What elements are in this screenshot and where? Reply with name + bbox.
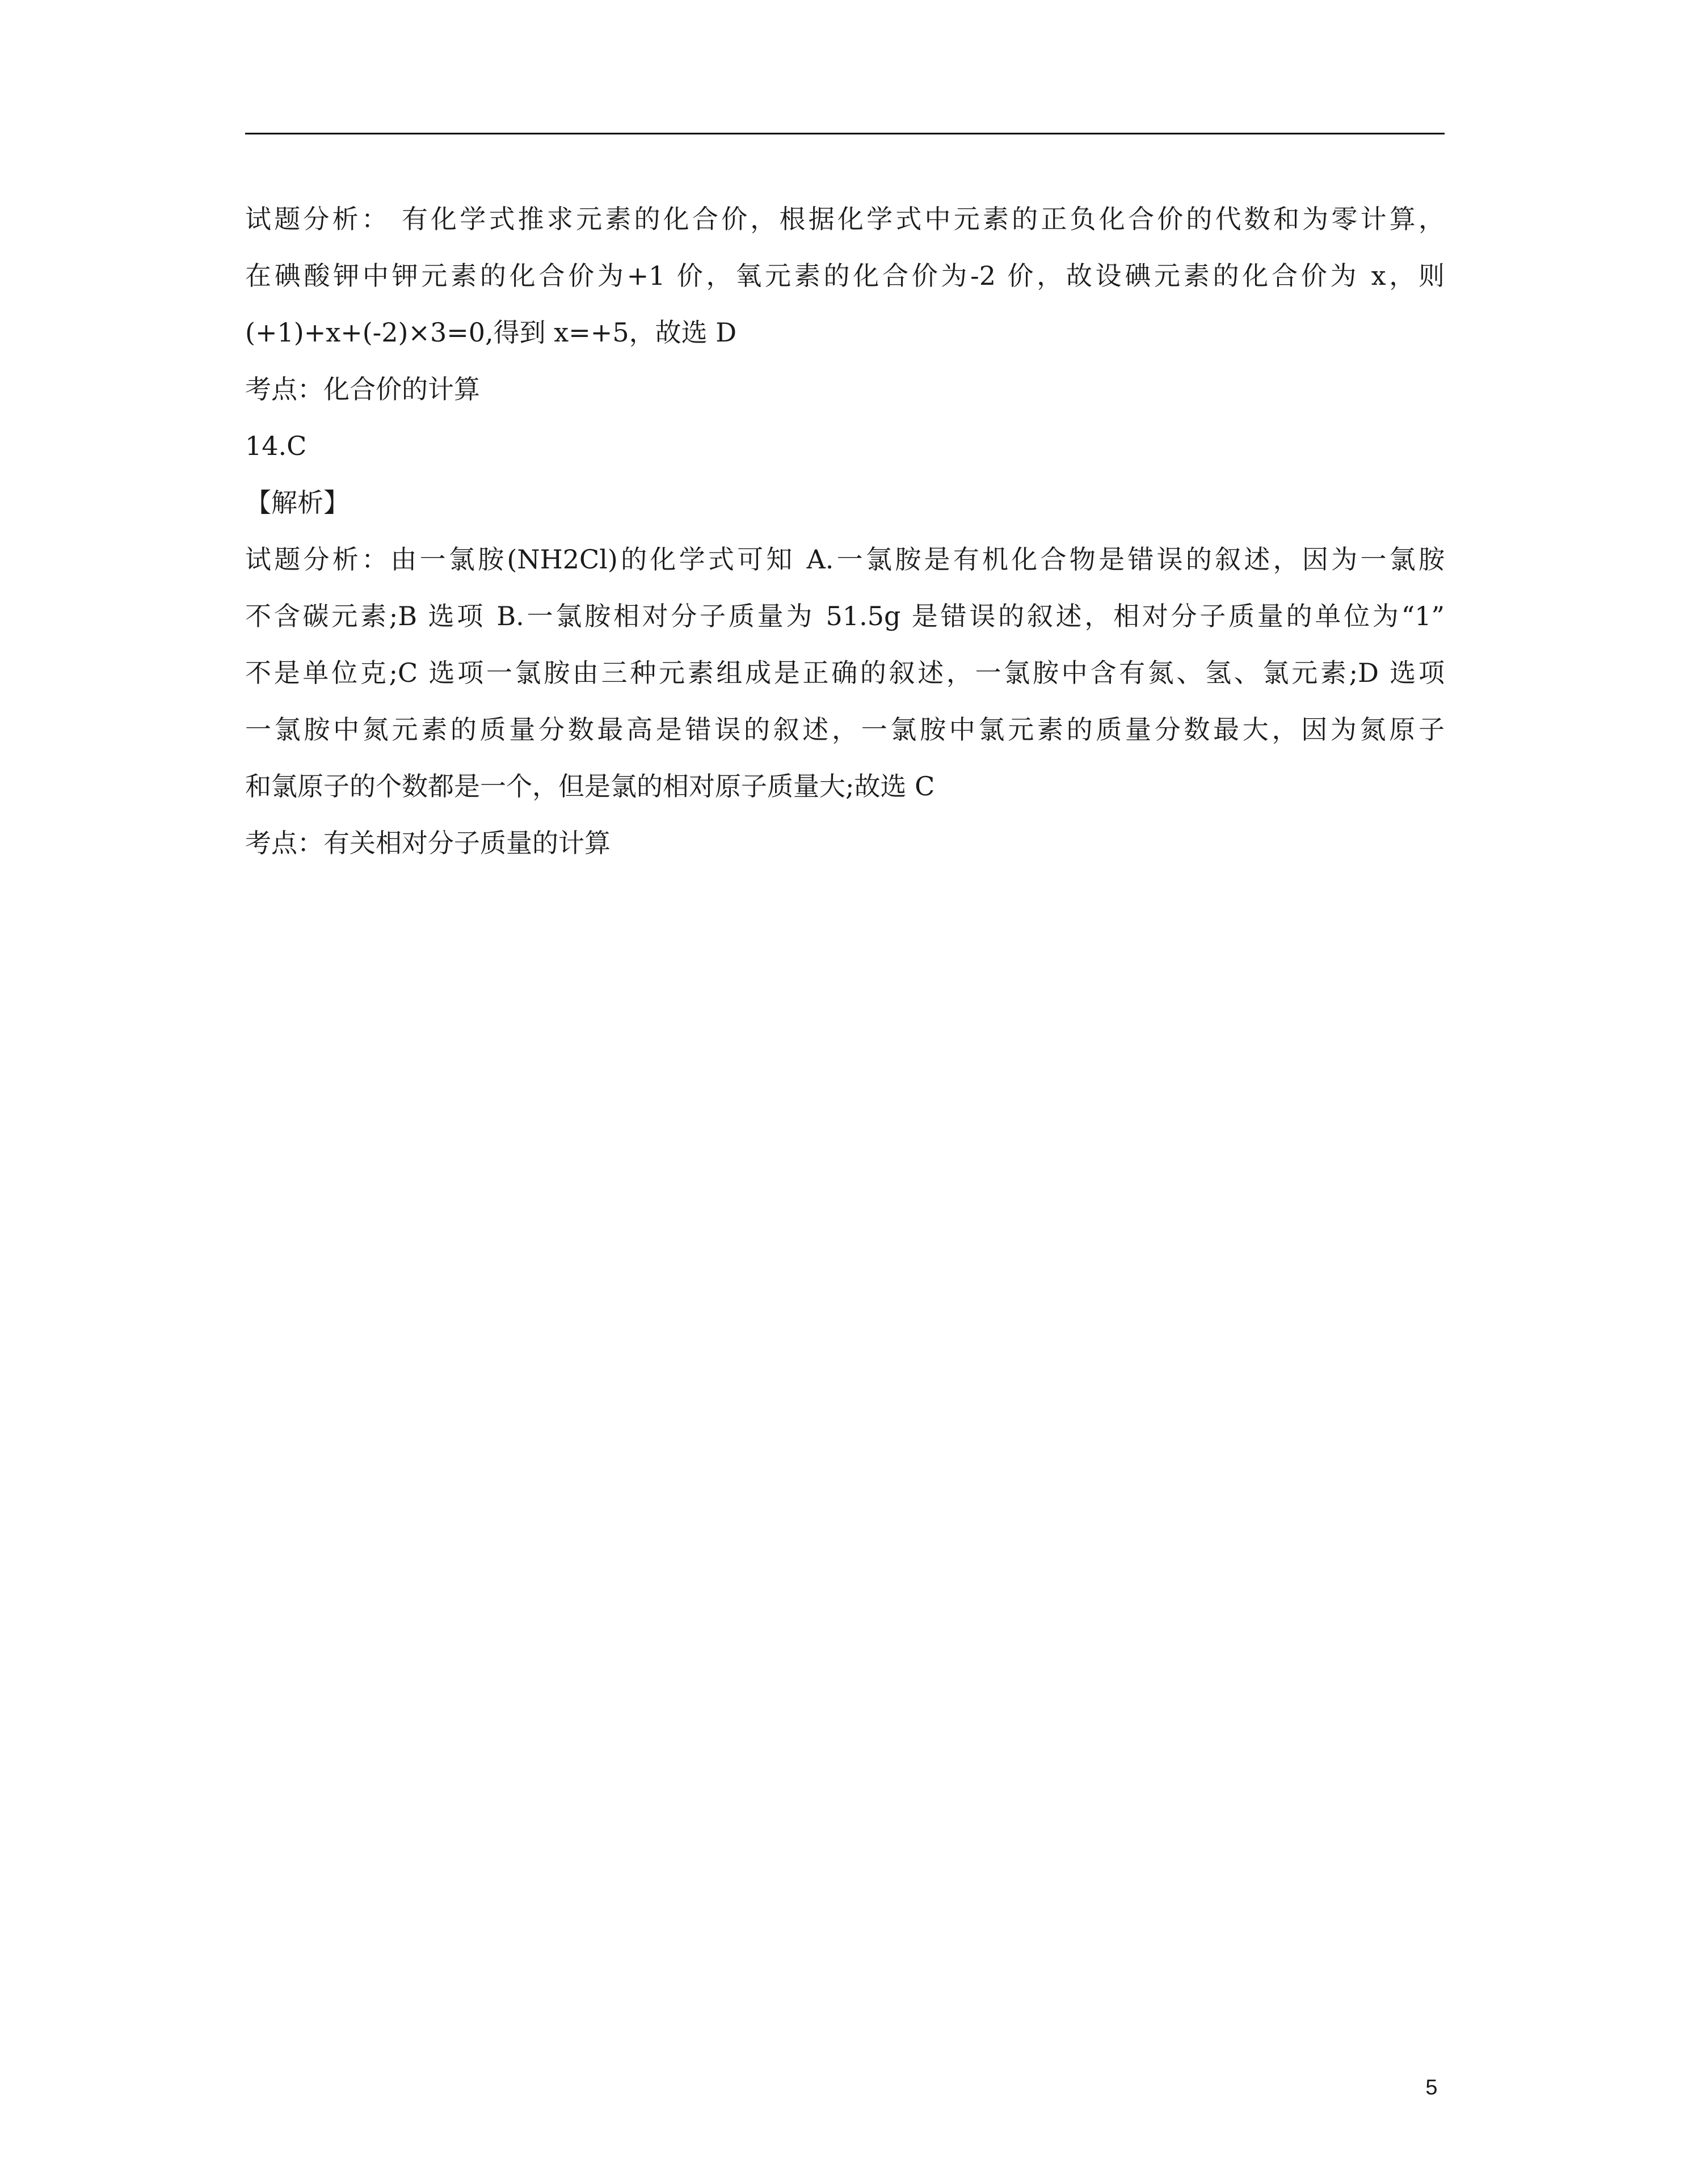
text-line: 考点：化合价的计算 xyxy=(245,374,480,404)
text-line: 14.C xyxy=(245,431,307,461)
text-line: (+1)+x+(-2)×3=0,得到 x=+5，故选 D xyxy=(245,317,737,348)
text-line: 试题分析：由一氯胺(NH2Cl)的化学式可知 A.一氯胺是有机化合物是错误的叙述，因为一氯胺 xyxy=(245,544,1445,575)
text-line: 试题分析： 有化学式推求元素的化合价，根据化学式中元素的正负化合价的代数和为零计算， xyxy=(245,204,1445,234)
document-body xyxy=(245,191,1445,871)
text-line: 不含碳元素;B 选项 B.一氯胺相对分子质量为 51.5g 是错误的叙述，相对分子质量的单位为“1” xyxy=(245,601,1445,631)
header-rule xyxy=(245,133,1445,134)
text-line: 和氯原子的个数都是一个，但是氯的相对原子质量大;故选 C xyxy=(245,771,935,802)
text-line: 不是单位克;C 选项一氯胺由三种元素组成是正确的叙述，一氯胺中含有氮、氢、氯元素;D 选项 xyxy=(245,657,1445,688)
text-line: 考点：有关相对分子质量的计算 xyxy=(245,828,611,858)
text-line: 【解析】 xyxy=(245,487,350,518)
text-line: 在碘酸钾中钾元素的化合价为+1 价，氧元素的化合价为-2 价，故设碘元素的化合价为 x，则 xyxy=(245,260,1445,291)
text-line: 一氯胺中氮元素的质量分数最高是错误的叙述，一氯胺中氯元素的质量分数最大，因为氮原子 xyxy=(245,714,1445,745)
page-number: 5 xyxy=(1425,2076,1438,2099)
